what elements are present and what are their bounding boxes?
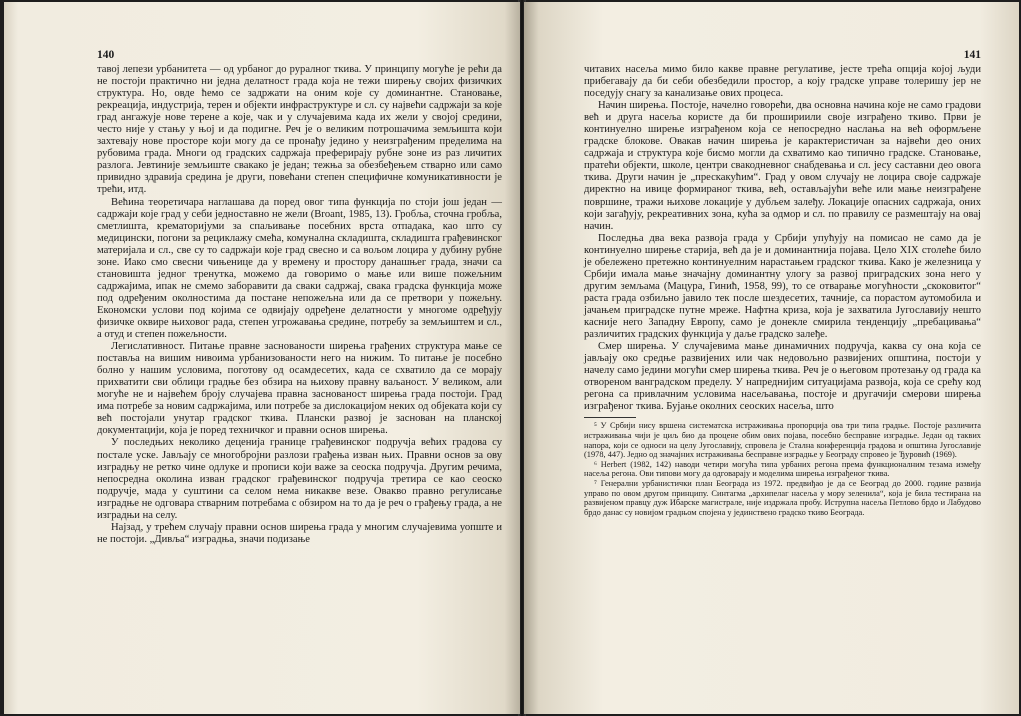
paragraph: читавих насеља мимо било какве правне регулативе, јесте трећа опција којој људи прибегавају да би себи обезбедили простор, а коју градске управе толеришу јер не поседују снагу за канализање ових процеса. xyxy=(584,64,981,100)
paragraph: Легислативност. Питање правне засновaности ширења грађених структура мање се поставља на вишим нивоима урбанизованости него на нижим. То питање је посебно болно у нашим условима, поготову од осамдесетих, када се схватило да се морају прихватити сви облици градње без обзира на њихову правну ваљаност. У великом, али могуће не и највећем броју случајева правна заснованост ширења града постоји. Град има потребе за новим садржајима, или потребе за дислокацијом неких од објеката који су већ постојали унутар градског ткива. Плански развој је заснован на планској документацији, која је поред техничког и правни основ ширења. xyxy=(97,341,502,437)
footnote: ⁶ Herbert (1982, 142) наводи четири могућа типа урбаних регона према функционалним тезама између насеља регона. Ови типови могу да одговарају и моделима ширења изграђеног ткива. xyxy=(584,459,981,479)
paragraph: Начин ширења. Постоје, начелно говорећи, два основна начина које не само градови већ и друга насеља користе да би прошириили своје изграђено ткиво. Први је континуелно ширење изграђеном која се непосредно наслања на већ оформљене градске блокове. Овакав начин ширења је карактеристичан за највећи део оних садржаја и структура које бисмо могли да схватимо као типично градске. Становање, пратећи објекти, школе, центри свакодневног снабдевања и сл. јесу саставни део овога ткива. Други начин је „прескакућим“. Град у овом случају не лоцира своје садржаје директно на ивице формираног ткива, већ, остављајући веће или мање неизграђене површине, тражи њихове локације у дубљем залеђу. Локације опасних садржаја, оних који загађују, рекреативних зона, кућа за одмор и сл. по правилу се размештају на овај начин. xyxy=(584,100,981,232)
footnote-divider xyxy=(584,417,636,418)
paragraph: Најзад, у трећем случају правни основ ширења града у многим случајевима уопште и не постоји. „Дивља“ изградња, значи подизање xyxy=(97,521,502,545)
paragraph: Смер ширења. У случајевима мање динамичних подручја, каква су она која се јављају око средње развијених или чак недовољно развијених општина, постоји у начелу само једини могући смер ширења ткива. Реч је о његовом протезању од града ка отвореном ванградском пределу. У напреднијим ситуацијама развоја, која се срећу код регона са привлачним условима насељавања, постоје и другачији смерови ширења изграђеног ткива. Бујање околних сеоских насеља, што xyxy=(584,341,981,413)
footnote: ⁵ У Србији нису вршена систематска истраживања пропорција ова три типа градње. Постоје различита истраживања чији је циљ био да процене обим ових појава, посебно бесправне изградње. Један од таквих напора, који се односи на целу Југославију, спровела је Стална конференција градова и општина Југославије (1978, 447). Једно од значајних истраживања бесправне изградње у Београду спровео је Ђуровић (1969). xyxy=(584,421,981,460)
left-page xyxy=(4,2,520,714)
right-page xyxy=(524,2,1019,714)
paragraph: тавој лепези урбанитета — од урбаног до руралног ткива. У принципу могуће је рећи да не постоји практично ни једна делатност града која не тежи ширењу својих физичких структура. Но, овде ћемо се задржати на оним које су доминантне. Становање, рекреација, индустрија, терен и објекти инфраструктуре и сл. су највећи садржаји за које град ангажује нове терене а које, чак и у случајевима када их жели у својој средини, често није у стању у њој и да подигне. Реч је о великим потрошачима земљишта који захтевају нове просторе који могу да се пронађу једино у неизграђеним пределима на рубовима града. Многи од градских садржаја преферирају рубне зоне из раз личитих разлога. Јевтиније земљиште свакако је један; тежња за обезбеђењем стварно или само привидно здравија средина је други, повећани степен специфичне комуникативности је трећи, итд. xyxy=(97,64,502,196)
paragraph: Последња два века развоја града у Србији упућују на помисао не само да је континуелно ширење старија, већ да је и доминантнија појава. Цело XIX столеће било је обележено претежно континуелним нарастањем градског ткива. Како је железница у Србији имала мање значајну доминантну улогу за развој приградских зона него у другим земљама (Мацура, Гинић, 1958, 99), то се отварање могућности „скоковитог“ раста града озбиљно јавило тек после шездесетих, тачније, са порастом аутомобила и јачањем приградске путне мреже. Нафтна криза, која је захватила Југославију нешто касније него Западну Европу, само је донекле смирила тенденцију „пребацивања“ различитих градских функција у даље градско залеђе. xyxy=(584,232,981,341)
page-number: 141 xyxy=(963,49,981,61)
page-number: 140 xyxy=(97,49,115,61)
page-body xyxy=(584,64,981,413)
paragraph: У последњих неколико деценија границе грађевинског подручја већих градова су постале уске. Јављају се многобројни разлози грађења изван њих. Правни основ за ову изградњу не ретко чине одлуке и прописи који важе за сеоска подручја. Другим речима, непосредна околина изван градског грађевинског подручја третира се као сеоско подручје, мада у суштини са селом нема никакве везе. Овакво правно регулисање изградње не одговара стварним потребама с обзиром на то да је реч о грађењу града, а не изградњи на селу. xyxy=(97,437,502,521)
page-body xyxy=(97,64,502,546)
footnotes xyxy=(584,421,981,517)
footnote: ⁷ Генерални урбанистички план Београда из 1972. предвиђао је да се Београд до 2000. године развија управо по овом другом принципу. Синтагма „архипелаг насеља у мору зеленила“, која је била тестирана на развијеном правцу дуж Ибарске магистрале, није издржала пробу. Иструпна насеља Петлово брдо и Лабудово брдо данас су новијом градњом спојена у јединствено градско ткиво Београда. xyxy=(584,478,981,517)
paragraph: Већина теоретичара наглашава да поред овог типа функција по стоји још један — садржаји које град у себи једноставно не жели (Broant, 1985, 13). Гробља, сточна гробља, сметлишта, крематоријуми за спаљивање посебних врста отпадака, као што су медицински, погони за рециклажу смећа, комунална складишта, складишта грађевинског материјала и сл., све су то садржаји које град свесно и са вољом лоцира у дубину рубне зоне. Иако смо свесни чињенице да у времену и простору данашњег града, значи са становишта једног тренутка, можемо да говоримо о мање или више пожељним садржајима, ипак не смемо заборавити да сваки садржај, свака градска функција може под одређеним околностима да постане непожељна или да се претвори у пожељну. Економски услови под којима се одвијају одређене делатности у многоме одређују физичке оквире њиховог рада, степен угрожавања средине, потребу за земљиштем и сл., а отуд и степен пожељности. xyxy=(97,196,502,341)
